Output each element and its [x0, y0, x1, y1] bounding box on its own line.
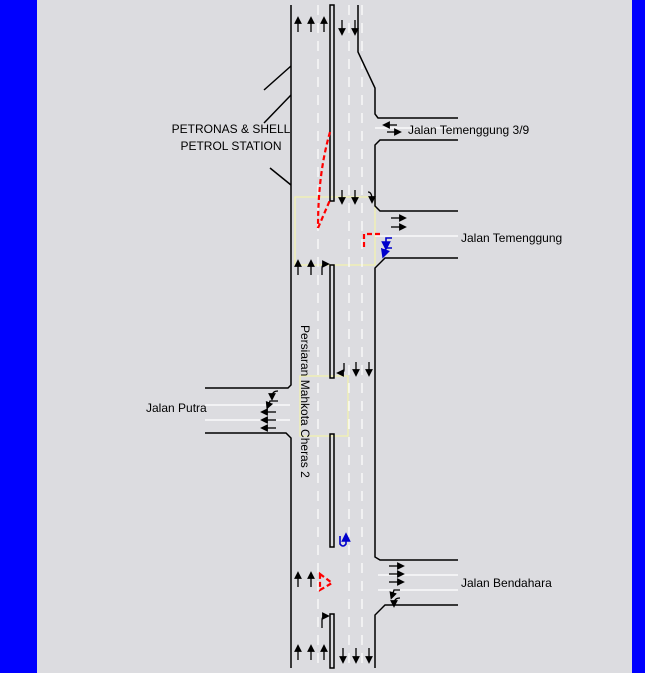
petrol-station-label-line1: PETRONAS & SHELL: [171, 122, 291, 136]
jalan-temenggung-label: Jalan Temenggung: [461, 231, 563, 245]
main-road-east-edge-mid: [375, 258, 458, 560]
proposed-islands: [318, 132, 380, 590]
petrol-station-label: [160, 121, 302, 155]
petrol-station-label-line2: PETROL STATION: [180, 139, 282, 153]
main-road-west-edge-north: [205, 5, 291, 388]
petrol-access-mid: [264, 95, 291, 123]
main-road-east-edge-south: [375, 605, 458, 668]
petrol-access-north: [264, 66, 291, 90]
arrow-right-turn-2: [322, 616, 326, 628]
arrow-left-turn-temenggung: [368, 192, 372, 200]
road-edges: [205, 5, 458, 668]
main-road-west-edge-south: [205, 433, 291, 668]
proposed-triangle-bendahara: [320, 574, 332, 590]
temenggung-39-south-edge: [375, 140, 458, 211]
junction-box-temenggung: [295, 197, 375, 265]
median-north: [330, 5, 334, 201]
arrow-left-turn-putra: [340, 363, 344, 373]
blue-turn-arrow-temenggung-2: [384, 248, 392, 254]
jalan-putra-label: Jalan Putra: [146, 401, 207, 415]
median-bottom: [330, 614, 334, 668]
petrol-access-south: [270, 168, 291, 185]
arrow-bend-turn-1: [392, 590, 400, 596]
main-road-label: Persiaran Mahkota Cheras 2: [298, 325, 312, 478]
arrow-bend-turn-2: [394, 598, 400, 604]
lane-markings: [205, 5, 458, 668]
jalan-temenggung-3-9-label: Jalan Temenggung 3/9: [408, 123, 530, 137]
median-mid: [330, 265, 334, 378]
blue-turn-arrow-temenggung: [386, 238, 392, 246]
proposed-slip-lane-curve: [318, 132, 330, 228]
median-south: [330, 434, 334, 547]
proposed-slip-lane-tip: [318, 200, 330, 228]
u-turn-arrow: [340, 536, 346, 546]
main-road-east-edge-north: [358, 5, 458, 118]
arrow-putra-turn-1: [272, 391, 278, 397]
jalan-bendahara-label: Jalan Bendahara: [461, 576, 552, 590]
